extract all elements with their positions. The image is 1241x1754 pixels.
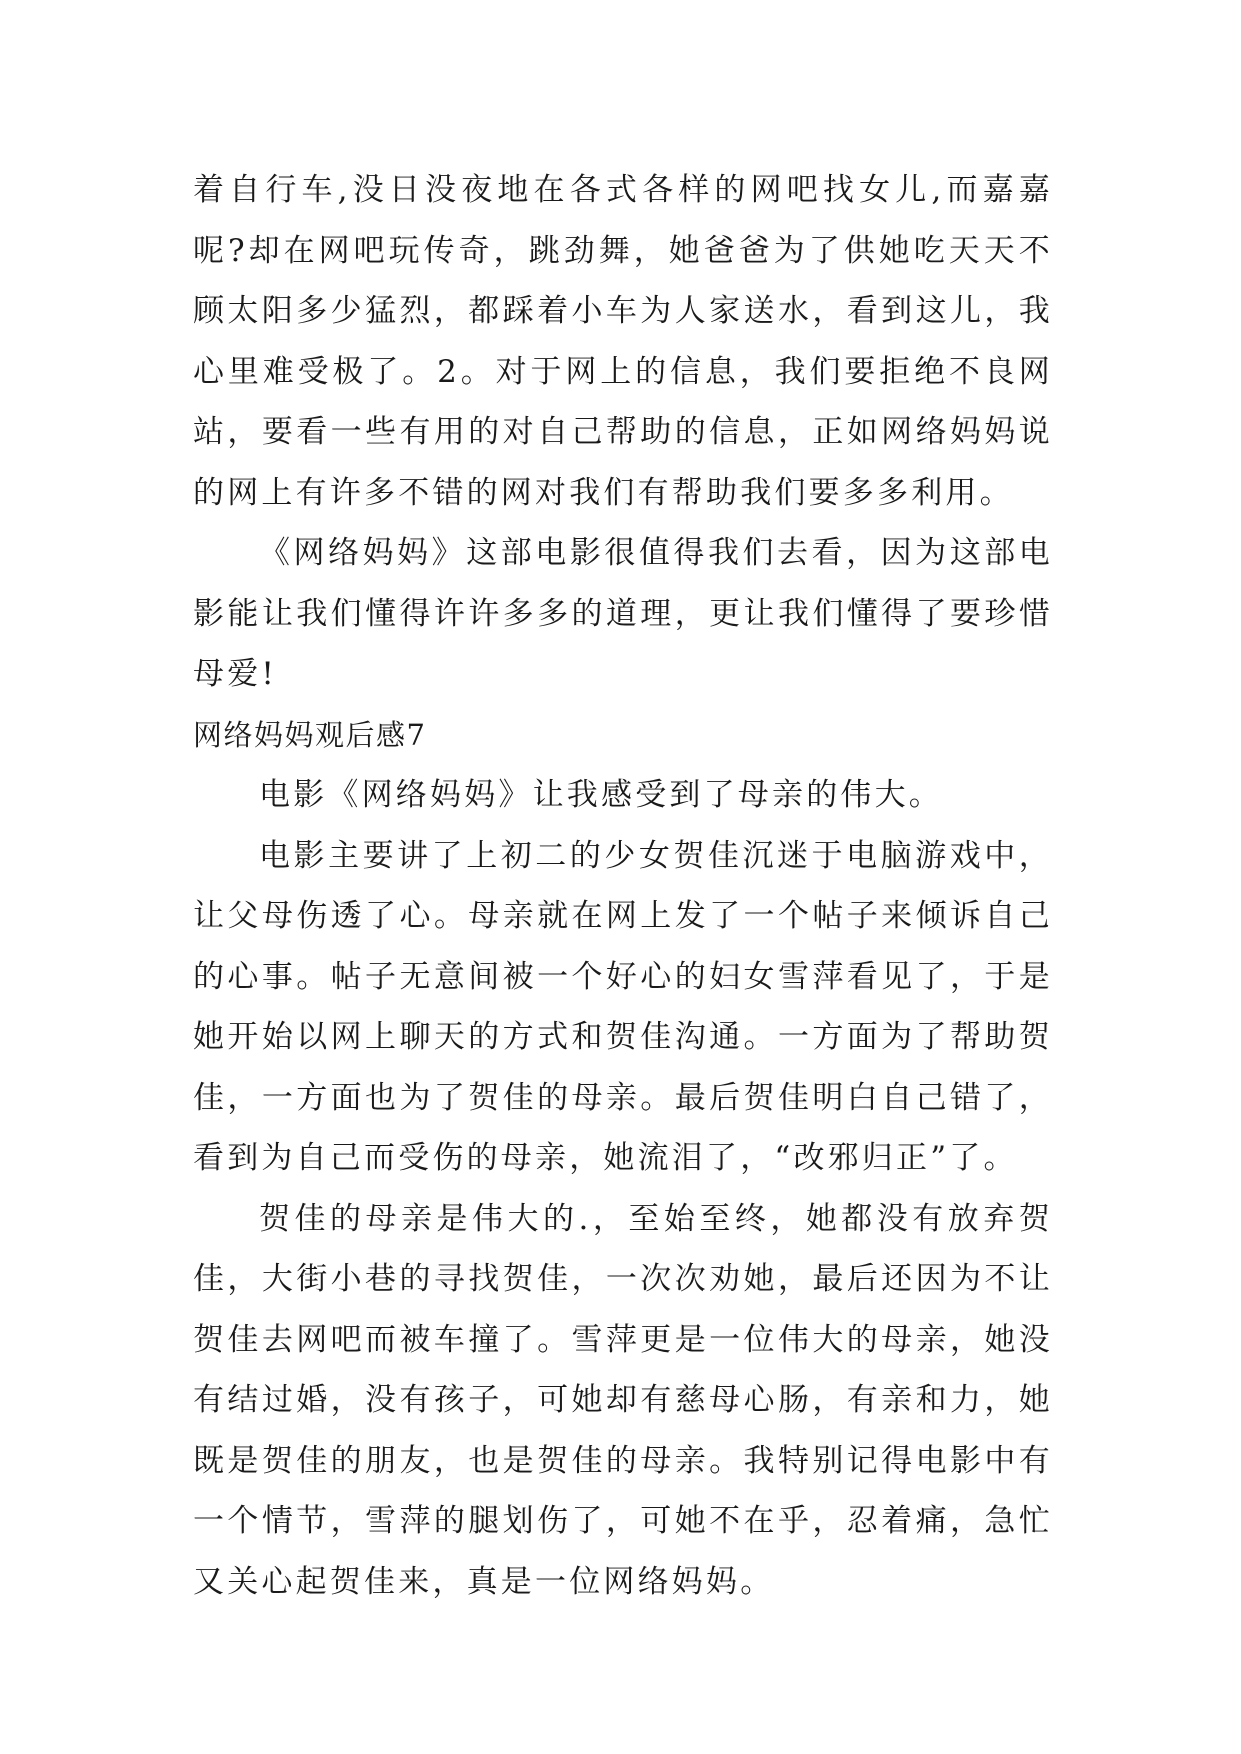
- paragraph-reflection: 贺佳的母亲是伟大的.，至始至终，她都没有放弃贺佳，大街小巷的寻找贺佳，一次次劝她，最后还因为不让贺佳去网吧而被车撞了。雪萍更是一位伟大的母亲，她没有结过婚，没有孩子，可她却有慈母心肠，有亲和力，她既是贺佳的朋友，也是贺佳的母亲。我特别记得电影中有一个情节，雪萍的腿划伤了，可她不在乎，忍着痛，急忙又关心起贺佳来，真是一位网络妈妈。: [193, 1200, 1053, 1600]
- paragraph-continued: 着自行车,没日没夜地在各式各样的网吧找女儿,而嘉嘉呢?却在网吧玩传奇，跳劲舞，她爸爸为了供她吃天天不顾太阳多少猛烈，都踩着小车为人家送水，看到这儿，我心里难受极了。2。对于网上的信息，我们要拒绝不良网站，要看一些有用的对自己帮助的信息，正如网络妈妈说的网上有许多不错的网对我们有帮助我们要多多利用。: [193, 172, 1053, 511]
- section-title: 网络妈妈观后感7: [193, 717, 427, 752]
- paragraph-conclusion: 《网络妈妈》这部电影很值得我们去看，因为这部电影能让我们懂得许许多多的道理，更让我们懂得了要珍惜母爱!: [193, 535, 1053, 692]
- paragraph-plot: 电影主要讲了上初二的少女贺佳沉迷于电脑游戏中，让父母伤透了心。母亲就在网上发了一个帖子来倾诉自己的心事。帖子无意间被一个好心的妇女雪萍看见了，于是她开始以网上聊天的方式和贺佳沟通。一方面为了帮助贺佳，一方面也为了贺佳的母亲。最后贺佳明白自己错了，看到为自己而受伤的母亲，她流泪了，“改邪归正”了。: [193, 837, 1053, 1176]
- paragraph-intro: 电影《网络妈妈》让我感受到了母亲的伟大。: [259, 777, 943, 813]
- document-page: [193, 160, 1053, 1612]
